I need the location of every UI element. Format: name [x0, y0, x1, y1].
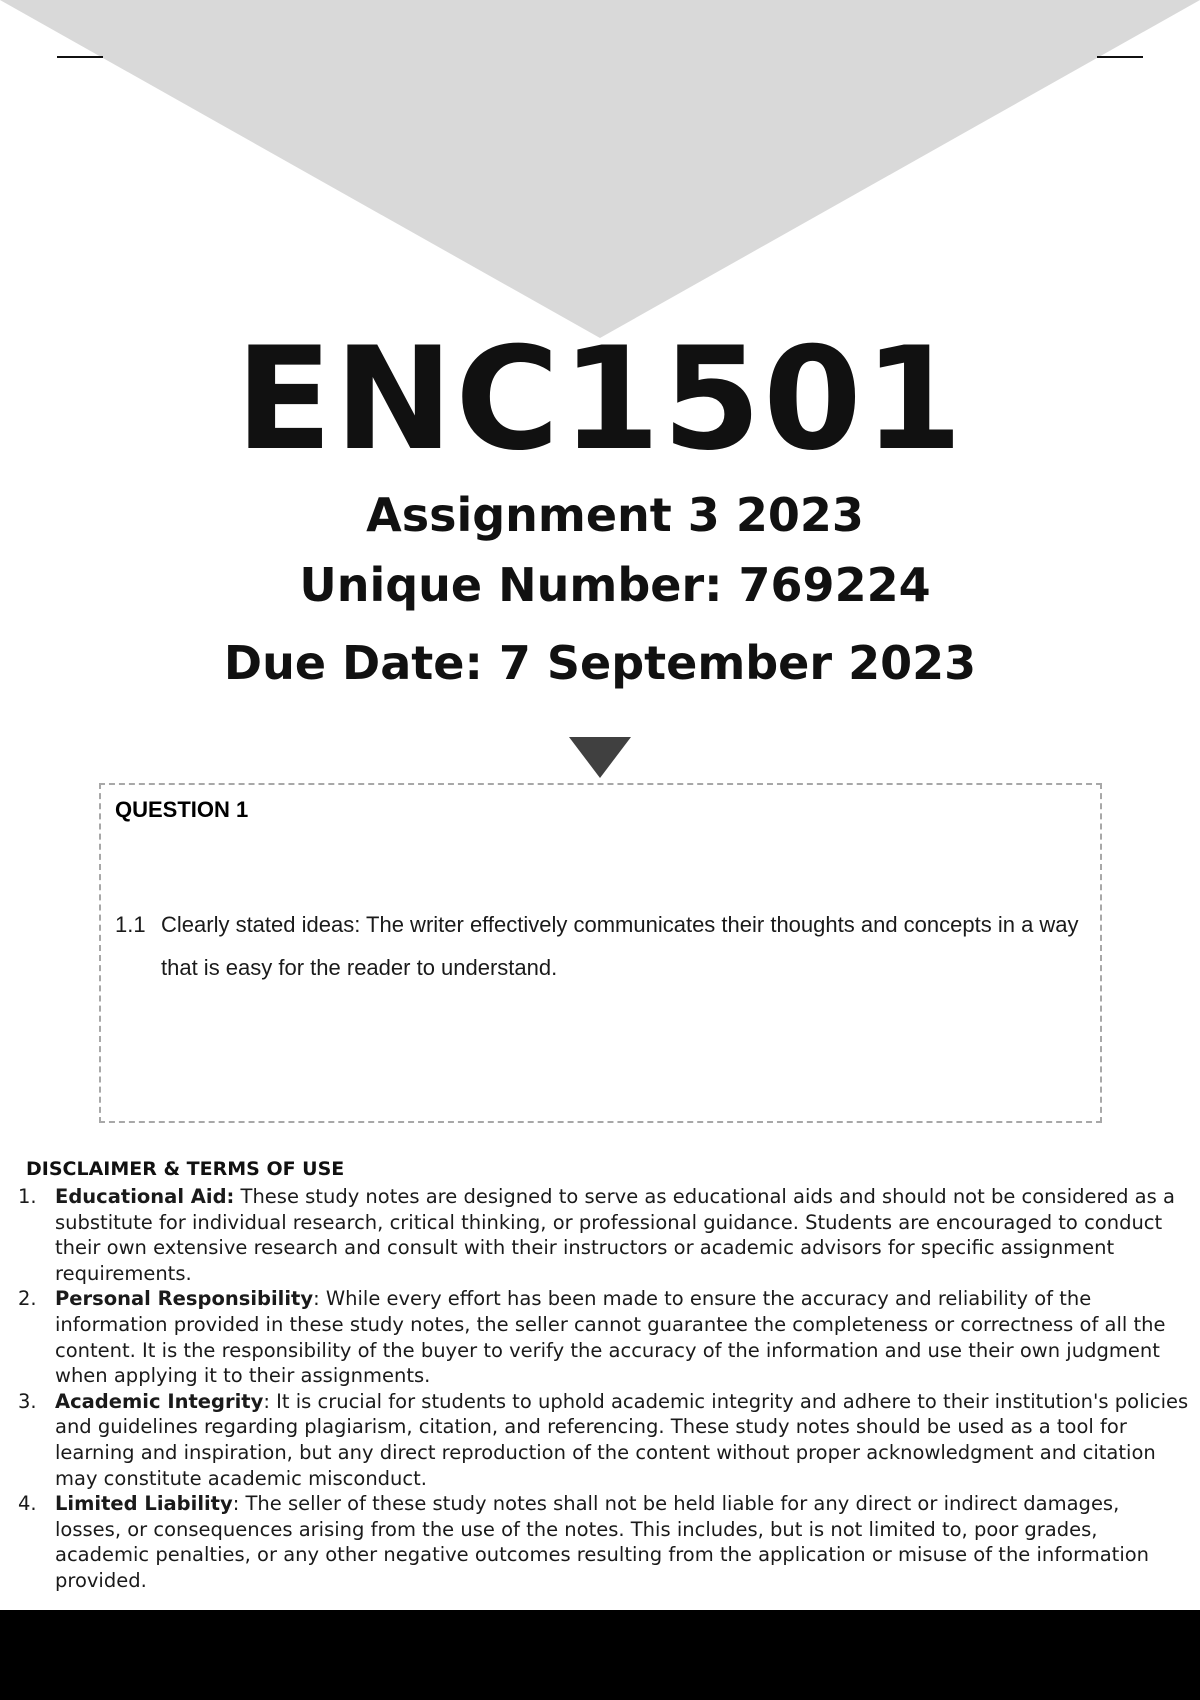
disclaimer-item-number: 4.	[18, 1492, 37, 1516]
disclaimer-item-text: : While every effort has been made to ensure the accuracy and reliability of the information provided in these study notes, the seller cannot guarantee the completeness or correctness of all the content. It is the responsibility of the buyer to verify the accuracy of the information and use their own judgment when applying it to their assignments.	[55, 1287, 1166, 1388]
disclaimer-item-text: : The seller of these study notes shall not be held liable for any direct or indirect damages, losses, or consequences arising from the use of the notes. This includes, but is not limited to, poor grades, academic penalties, or any other negative outcomes resulting from the application or misuse of the information provided.	[55, 1492, 1150, 1592]
disclaimer-item-text: These study notes are designed to serve as educational aids and should not be considered as a substitute for individual research, critical thinking, or professional guidance. Students are encouraged to conduct their own extensive research and consult with their instructors or academic advisors for specific assignment requirements.	[55, 1185, 1175, 1285]
disclaimer-item-limited-liability	[18, 1491, 1190, 1593]
assignment-title: Assignment 3 2023	[366, 488, 864, 542]
footer-bar	[0, 1610, 1200, 1700]
disclaimer-item-text: : It is crucial for students to uphold academic integrity and adhere to their institution's policies and guidelines regarding plagiarism, citation, and referencing. These study notes should be used as a tool for learning and inspiration, but any direct reproduction of the content without proper acknowledgment and citation may constitute academic misconduct.	[55, 1389, 1189, 1490]
unique-number: Unique Number: 769224	[299, 558, 931, 612]
disclaimer-item-number: 2.	[18, 1287, 37, 1311]
disclaimer-item-title: Limited Liability	[55, 1492, 233, 1516]
disclaimer-item-educational-aid	[18, 1184, 1190, 1286]
top-banner-chevron	[0, 0, 1200, 338]
disclaimer-item-title: Educational Aid:	[55, 1185, 235, 1208]
question-heading: QUESTION 1	[115, 797, 249, 822]
disclaimer-heading: DISCLAIMER & TERMS OF USE	[26, 1158, 345, 1180]
course-code: ENC1501	[235, 317, 965, 482]
due-date: Due Date: 7 September 2023	[223, 636, 977, 690]
disclaimer-item-number: 3.	[18, 1389, 37, 1413]
disclaimer-item-personal-responsibility	[18, 1286, 1190, 1388]
question-box	[99, 783, 1102, 1123]
disclaimer-item-title: Personal Responsibility	[55, 1287, 314, 1311]
disclaimer-item-academic-integrity	[18, 1389, 1190, 1491]
disclaimer-item-title: Academic Integrity	[55, 1389, 264, 1413]
question-item	[115, 903, 1095, 989]
disclaimer-list	[18, 1184, 1190, 1594]
disclaimer-item-number: 1.	[18, 1185, 37, 1208]
down-arrow-icon	[569, 737, 631, 778]
question-item-number: 1.1	[115, 912, 146, 937]
question-item-text: Clearly stated ideas: The writer effectively communicates their thoughts and concepts in a way that is easy for the reader to understand.	[161, 912, 1079, 980]
